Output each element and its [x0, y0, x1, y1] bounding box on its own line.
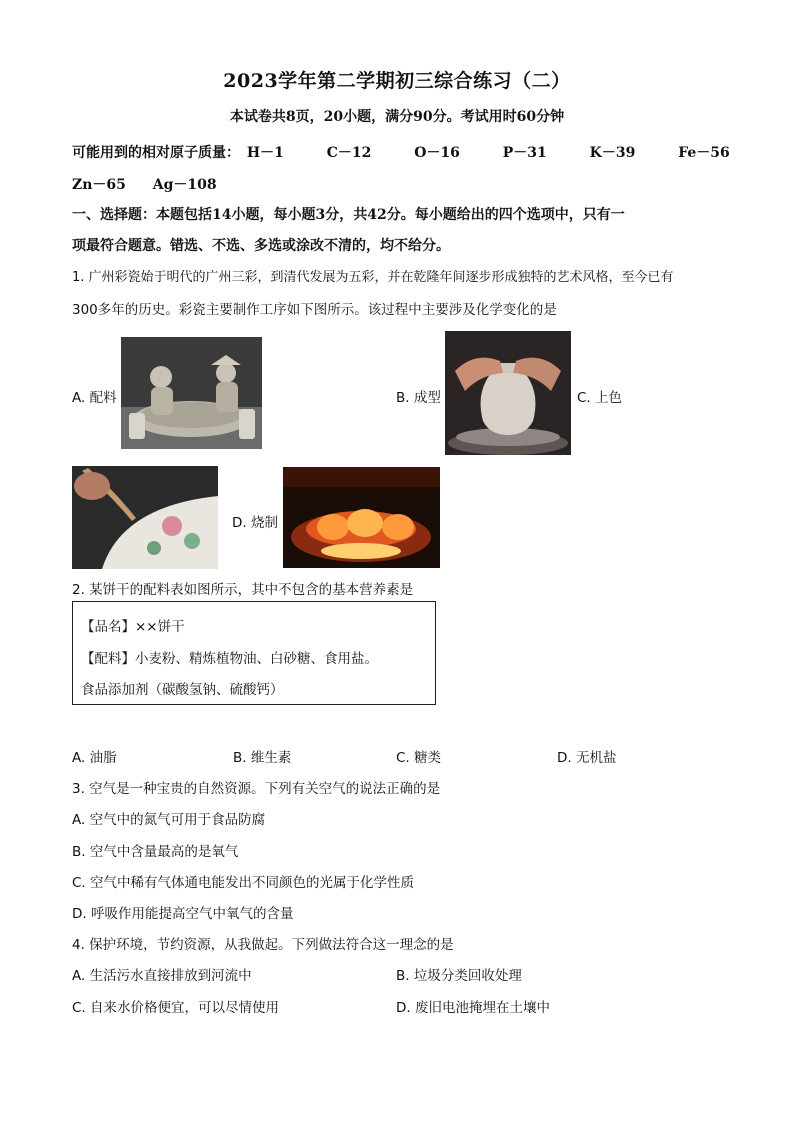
page-title: 2023学年第二学期初三综合练习（二）: [223, 70, 571, 92]
atomic-mass-item: C－12: [326, 145, 372, 161]
q4-option-a[interactable]: A. 生活污水直接排放到河流中: [72, 968, 252, 984]
atomic-mass-item: O－16: [414, 145, 460, 161]
q2-option-d[interactable]: D. 无机盐: [557, 750, 617, 766]
atomic-mass-item: H－1: [246, 145, 284, 161]
atomic-mass-item: Fe－56: [678, 145, 730, 161]
ingredient-product-name: 【品名】××饼干: [81, 619, 185, 635]
q3-stem: 3. 空气是一种宝贵的自然资源。下列有关空气的说法正确的是: [72, 781, 441, 797]
q1-stem-line1: 1. 广州彩瓷始于明代的广州三彩，到清代发展为五彩，并在乾隆年间逐步形成独特的艺术风格，至今已有: [72, 270, 674, 285]
page-subtitle: 本试卷共8页，20小题，满分90分。考试用时60分钟: [229, 109, 565, 125]
q1-option-b[interactable]: B. 成型: [396, 390, 441, 406]
section-heading-line1: 一、选择题：本题包括14小题，每小题3分，共42分。每小题给出的四个选项中，只有一: [72, 207, 625, 223]
atomic-mass-item: P－31: [502, 145, 547, 161]
q2-option-b[interactable]: B. 维生素: [233, 750, 292, 766]
q4-option-b[interactable]: B. 垃圾分类回收处理: [396, 968, 522, 984]
ingredient-list: 【配料】小麦粉、精炼植物油、白砂糖、食用盐。: [81, 651, 378, 667]
q1-option-c[interactable]: C. 上色: [577, 390, 623, 406]
atomic-mass-item: K－39: [589, 145, 636, 161]
atomic-mass-item: Ag－108: [152, 177, 217, 193]
q1-option-d[interactable]: D. 烧制: [232, 515, 278, 531]
q4-option-d[interactable]: D. 废旧电池掩埋在土壤中: [396, 1000, 550, 1016]
atomic-masses-line1: [72, 142, 730, 162]
q1-image-firing: [283, 467, 440, 568]
q2-option-c[interactable]: C. 糖类: [396, 750, 442, 766]
q3-option-a[interactable]: A. 空气中的氮气可用于食品防腐: [72, 812, 266, 828]
atomic-masses-line2: [72, 174, 217, 194]
atomic-mass-item: Zn－65: [72, 177, 126, 193]
q1-image-forming: [445, 331, 571, 455]
q1-stem-line2: 300多年的历史。彩瓷主要制作工序如下图所示。该过程中主要涉及化学变化的是: [72, 302, 557, 318]
ingredient-label-box: [72, 601, 436, 705]
q2-stem: 2. 某饼干的配料表如图所示，其中不包含的基本营养素是: [72, 582, 414, 598]
q3-option-c[interactable]: C. 空气中稀有气体通电能发出不同颜色的光属于化学性质: [72, 875, 415, 891]
q3-option-b[interactable]: B. 空气中含量最高的是氧气: [72, 844, 239, 860]
q1-image-coloring: [72, 466, 218, 569]
q3-option-d[interactable]: D. 呼吸作用能提高空气中氧气的含量: [72, 906, 294, 922]
section-heading-line2: 项最符合题意。错选、不选、多选或涂改不清的，均不给分。: [72, 238, 450, 254]
q4-stem: 4. 保护环境，节约资源，从我做起。下列做法符合这一理念的是: [72, 937, 454, 953]
q2-option-a[interactable]: A. 油脂: [72, 750, 117, 766]
q1-image-batching: [121, 337, 262, 449]
q4-option-c[interactable]: C. 自来水价格便宜，可以尽情使用: [72, 1000, 280, 1016]
q1-option-a[interactable]: A. 配料: [72, 390, 117, 406]
atomic-masses-label: 可能用到的相对原子质量：: [72, 145, 240, 161]
ingredient-additives: 食品添加剂（碳酸氢钠、硫酸钙）: [81, 682, 284, 698]
